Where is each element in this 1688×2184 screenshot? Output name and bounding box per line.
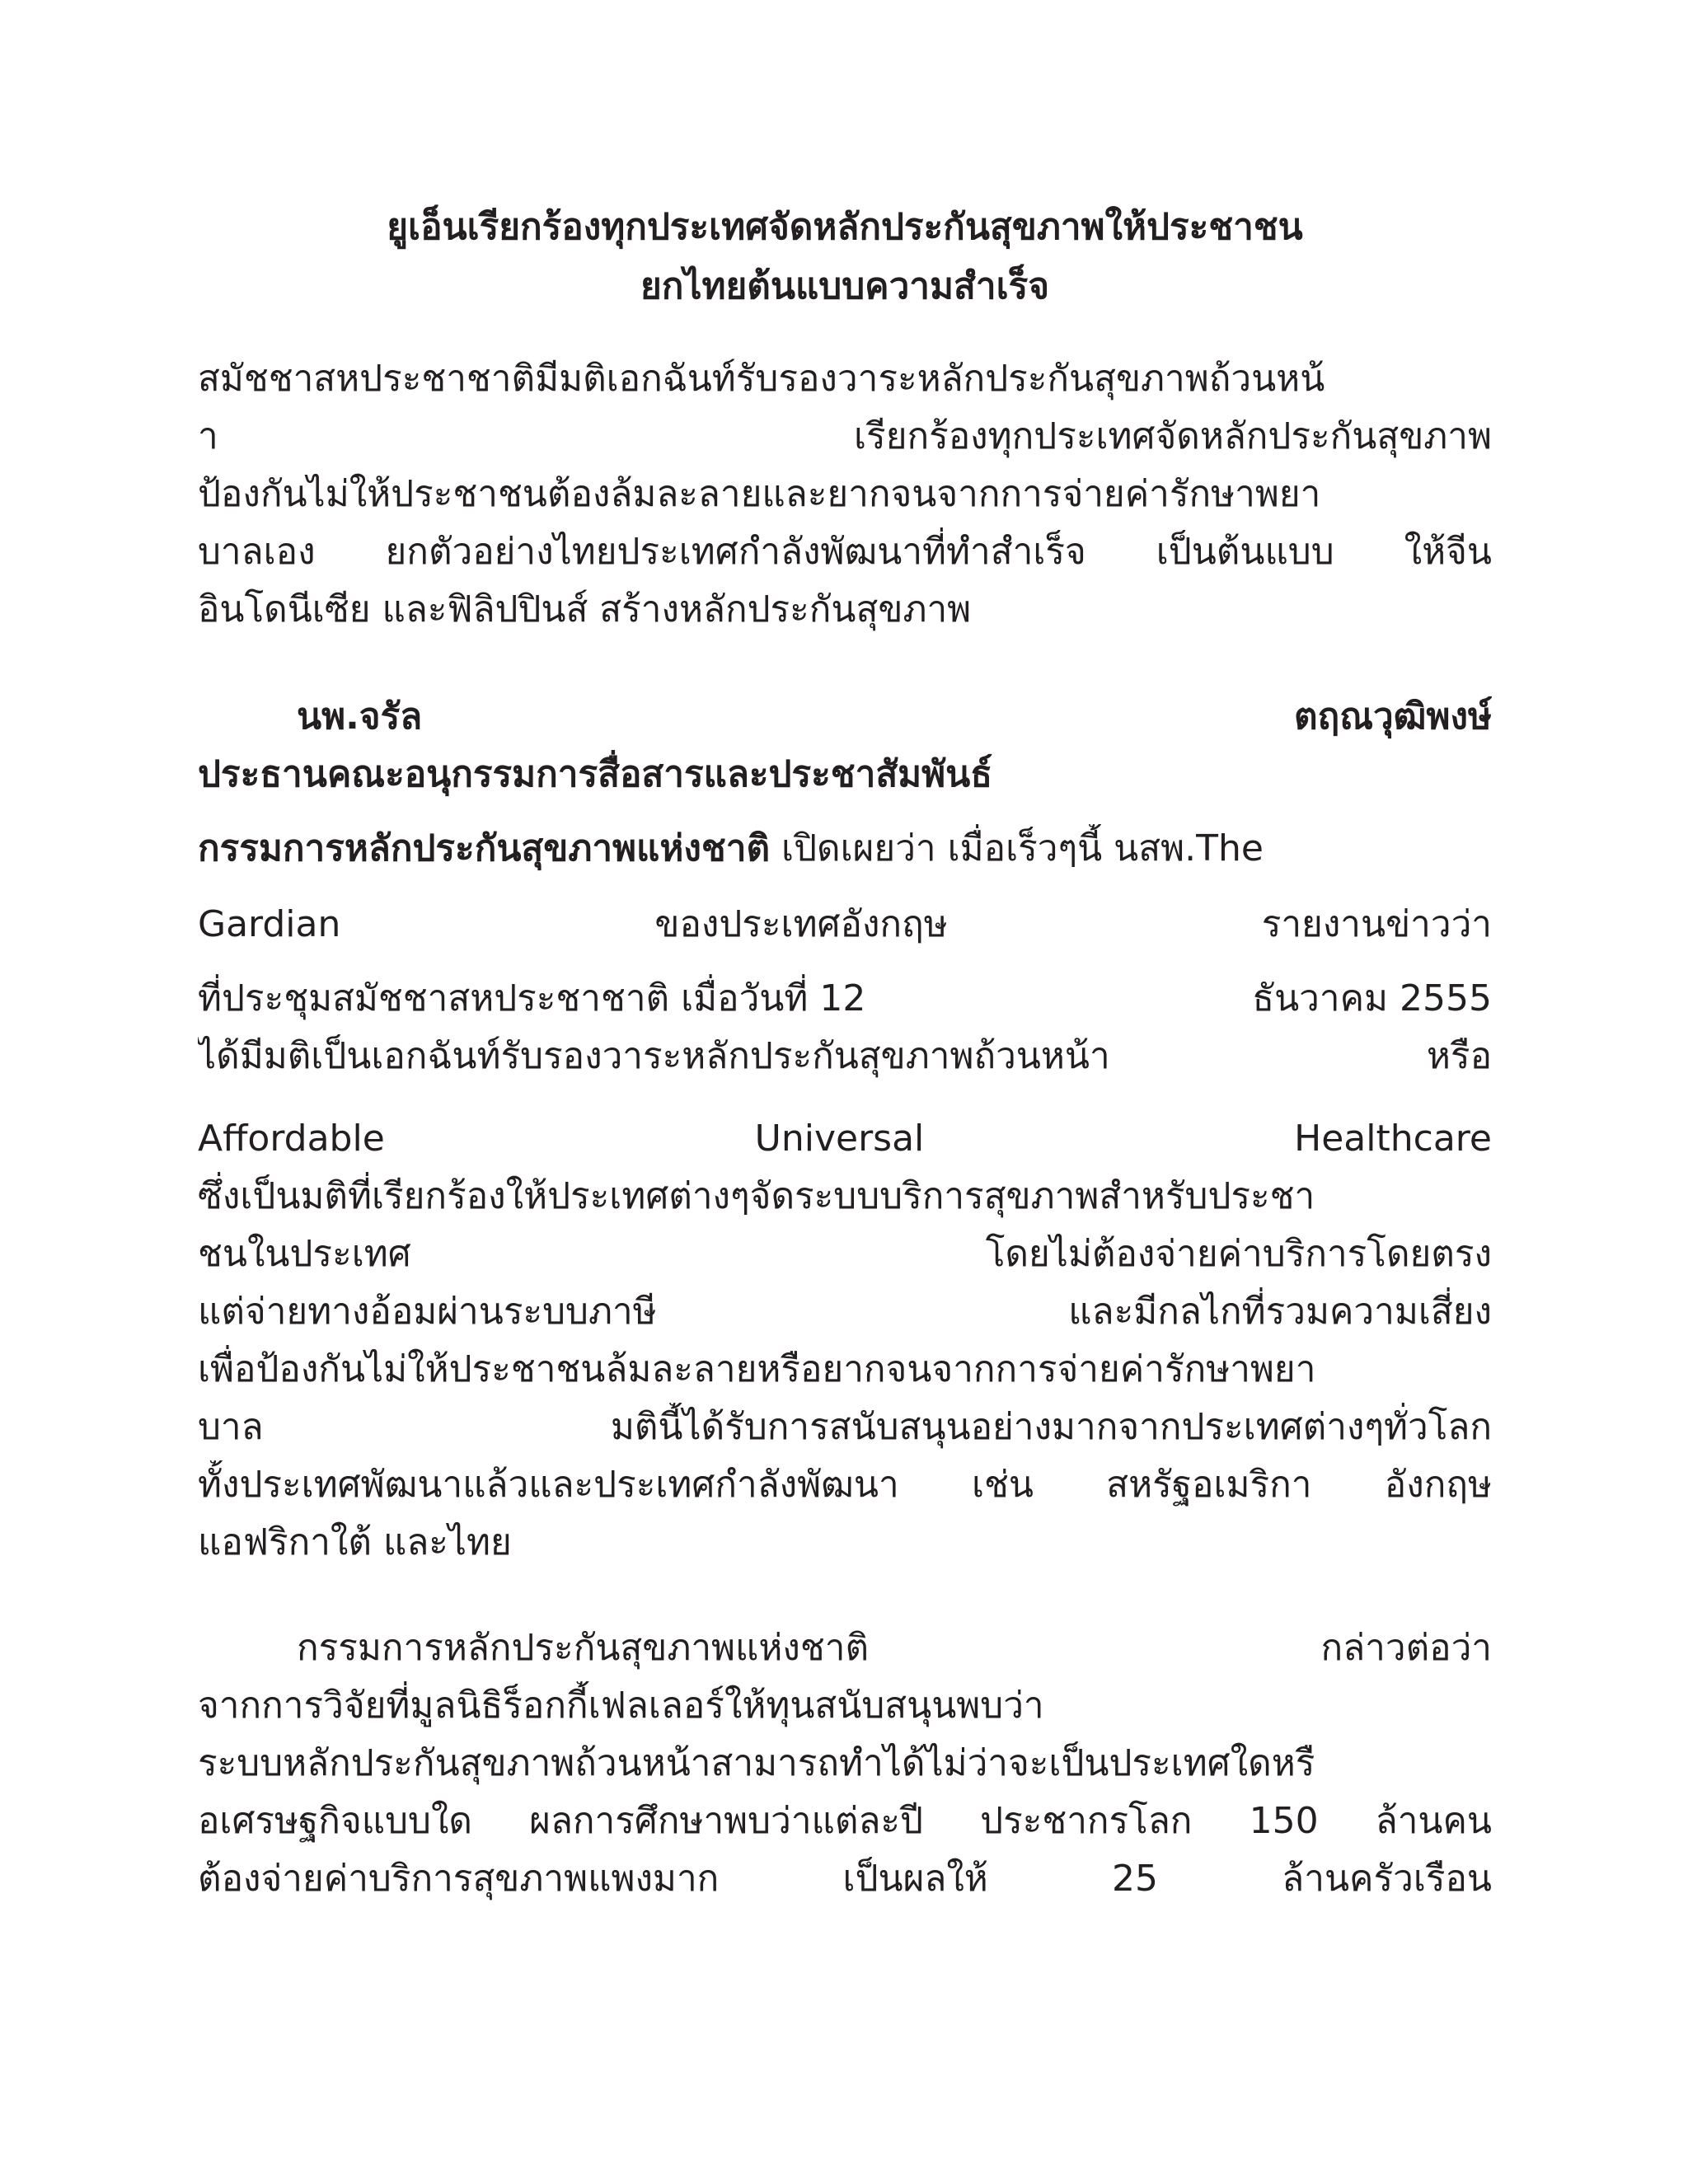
term-universal: Universal	[754, 1118, 925, 1160]
para3-line-1: กรรมการหลักประกันสุขภาพแห่งชาติ กล่าวต่อว่า	[297, 1627, 1492, 1669]
para2-line-9: ชนในประเทศ โดยไม่ต้องจ่ายค่าบริการโดยตรง	[198, 1233, 1492, 1275]
para2-line-12: บาล มตินี้ได้รับการสนับสนุนอย่างมากจากประเทศต่างๆทั่วโลก	[198, 1406, 1492, 1448]
para3-line-3: ระบบหลักประกันสุขภาพถ้วนหน้าสามารถทำได้ไม่ว่าจะเป็นประเทศใดหรื	[198, 1742, 1315, 1784]
para2-line-7	[198, 1114, 1492, 1164]
para2-line-3	[198, 824, 1492, 874]
lead-line-1: สมัชชาสหประชาชาติมีมติเอกฉันท์รับรองวาระหลักประกันสุขภาพถ้วนหน้	[198, 358, 1325, 400]
committee-name: กรรมการหลักประกันสุขภาพแห่งชาติ	[198, 827, 771, 869]
para2-line-11: เพื่อป้องกันไม่ให้ประชาชนล้มละลายหรือยากจนจากการจ่ายค่ารักษาพยา	[198, 1348, 1316, 1390]
para2-line-6: ได้มีมติเป็นเอกฉันท์รับรองวาระหลักประกันสุขภาพถ้วนหน้า หรือ	[198, 1035, 1492, 1077]
para2-line-14: แอฟริกาใต้ และไทย	[198, 1521, 512, 1563]
lead-line-3: ป้องกันไม่ให้ประชาชนต้องล้มละลายและยากจนจากการจ่ายค่ารักษาพยา	[198, 473, 1321, 515]
headline-line-1: ยูเอ็นเรียกร้องทุกประเทศจัดหลักประกันสุขภาพให้ประชาชน	[387, 206, 1303, 248]
para3-line-2: จากการวิจัยที่มูลนิธิร็อกกี้เฟลเลอร์ให้ทุนสนับสนุนพบว่า	[198, 1685, 1044, 1727]
para2-line-8: ซึ่งเป็นมติที่เรียกร้องให้ประเทศต่างๆจัดระบบบริการสุขภาพสำหรับประชา	[198, 1175, 1315, 1217]
term-affordable: Affordable	[198, 1118, 385, 1160]
para2-line-5-left: ที่ประชุมสมัชชาสหประชาชาติ เมื่อวันที่ 12	[198, 977, 866, 1019]
term-healthcare: Healthcare	[1294, 1118, 1492, 1160]
speaker-name: นพ.จรัล ตฤณวุฒิพงษ์	[297, 696, 1492, 738]
para2-line-4: Gardian ของประเทศอังกฤษ รายงานข่าวว่า	[198, 903, 1492, 945]
lead-line-2: า เรียกร้องทุกประเทศจัดหลักประกันสุขภาพ	[198, 415, 1492, 457]
para2-line-5	[198, 974, 1492, 1024]
para2-line-13: ทั้งประเทศพัฒนาแล้วและประเทศกำลังพัฒนา เช่น สหรัฐอเมริกา อังกฤษ	[198, 1464, 1492, 1506]
para2-line-10: แต่จ่ายทางอ้อมผ่านระบบภาษี และมีกลไกที่รวมความเสี่ยง	[198, 1291, 1492, 1333]
headline-line-2: ยกไทยต้นแบบความสำเร็จ	[640, 265, 1050, 307]
lead-line-4: บาลเอง ยกตัวอย่างไทยประเทศกำลังพัฒนาที่ทำสำเร็จ เป็นต้นแบบ ให้จีน	[198, 531, 1492, 573]
para2-line-3-rest: เปิดเผยว่า เมื่อเร็วๆนี้ นสพ.The	[770, 827, 1264, 869]
para2-line-5-right: ธันวาคม 2555	[1252, 977, 1492, 1019]
para3-line-4: อเศรษฐกิจแบบใด ผลการศึกษาพบว่าแต่ละปี ประชากรโลก 150 ล้านคน	[198, 1800, 1492, 1842]
para3-line-5: ต้องจ่ายค่าบริการสุขภาพแพงมาก เป็นผลให้ 25 ล้านครัวเรือน	[198, 1858, 1492, 1900]
lead-line-5: อินโดนีเซีย และฟิลิปปินส์ สร้างหลักประกันสุขภาพ	[198, 588, 972, 630]
speaker-position: ประธานคณะอนุกรรมการสื่อสารและประชาสัมพันธ์	[198, 753, 993, 795]
